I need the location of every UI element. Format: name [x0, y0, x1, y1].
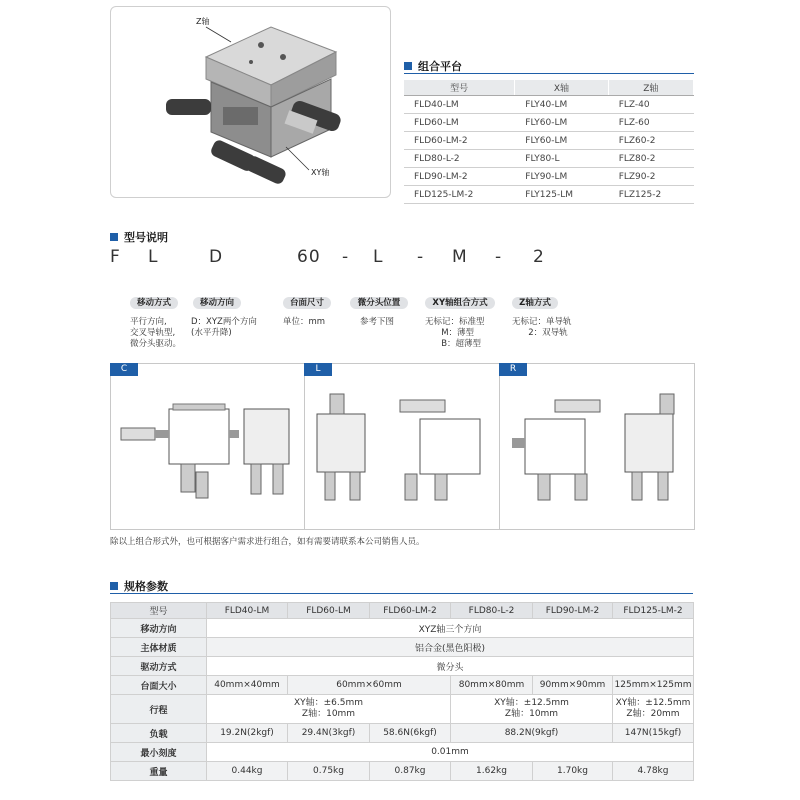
spec-header: FLD125-LM-2 [613, 603, 694, 619]
cell: FLY90-LM [515, 168, 608, 186]
spec-heading-rule [110, 593, 693, 594]
cell: FLD80-L-2 [404, 150, 515, 168]
cell: FLZ60-2 [608, 132, 693, 150]
cell: 微分头 [207, 657, 694, 676]
cell: FLZ90-2 [608, 168, 693, 186]
desc-micrometer-position: 参考下图 [360, 317, 395, 327]
tag-micrometer-position: 微分头位置 [350, 297, 408, 309]
table-row [111, 762, 694, 781]
cell: 80mm×80mm [451, 676, 533, 695]
diagram-panel-c [110, 363, 306, 530]
table-row [404, 96, 694, 114]
model-code [110, 247, 590, 269]
diagram-label-l: L [304, 363, 332, 376]
table-row [111, 743, 694, 762]
cell: 147N(15kgf) [613, 724, 694, 743]
cell: 58.6N(6kgf) [370, 724, 451, 743]
tag-z-axis-type: Z轴方式 [512, 297, 558, 309]
cell: FLD60-LM-2 [404, 132, 515, 150]
cell: 29.4N(3kgf) [288, 724, 370, 743]
spec-table [110, 602, 694, 781]
xy-axis-label: XY轴 [311, 168, 330, 177]
cell: 60mm×60mm [288, 676, 451, 695]
combo-header-z: Z轴 [608, 80, 693, 96]
diagram-c-drawing [111, 364, 305, 529]
heading-square-icon [110, 582, 118, 590]
table-row [111, 619, 694, 638]
cell: 40mm×40mm [207, 676, 288, 695]
table-row [111, 676, 694, 695]
row-label: 移动方向 [111, 619, 207, 638]
row-label: 负载 [111, 724, 207, 743]
diagram-panel-r [499, 363, 695, 530]
model-char: - [495, 247, 503, 267]
combo-heading-rule [404, 73, 694, 74]
cell: XYZ轴三个方向 [207, 619, 694, 638]
combo-header-x: X轴 [515, 80, 608, 96]
spec-header: FLD80-L-2 [451, 603, 533, 619]
spec-heading [110, 578, 168, 594]
table-row [404, 150, 694, 168]
model-char: M [452, 247, 468, 267]
model-heading [110, 229, 168, 245]
desc-move-type: 平行方向, 交叉导轨型, 微分头驱动。 [130, 317, 182, 349]
cell: 1.70kg [533, 762, 613, 781]
row-label: 最小刻度 [111, 743, 207, 762]
cell: FLY60-LM [515, 114, 608, 132]
cell: 19.2N(2kgf) [207, 724, 288, 743]
desc-z-axis-type: 无标记：单导轨 2：双导轨 [512, 317, 572, 338]
product-photo-frame [110, 6, 391, 198]
model-char: L [373, 247, 384, 267]
cell: FLY125-LM [515, 186, 608, 204]
cell: FLZ-60 [608, 114, 693, 132]
model-char: L [148, 247, 159, 267]
diagram-l-drawing [305, 364, 499, 529]
cell: 0.44kg [207, 762, 288, 781]
product-photo [111, 7, 390, 197]
table-row [111, 724, 694, 743]
model-char: 60 [297, 247, 321, 267]
spec-header: FLD60-LM-2 [370, 603, 451, 619]
combo-table [404, 80, 694, 204]
cell: 90mm×90mm [533, 676, 613, 695]
table-row [111, 638, 694, 657]
row-label: 重量 [111, 762, 207, 781]
cell: FLY60-LM [515, 132, 608, 150]
spec-header: 型号 [111, 603, 207, 619]
diagram-panel-l [304, 363, 500, 530]
z-axis-label: Z轴 [196, 17, 210, 26]
cell: FLZ80-2 [608, 150, 693, 168]
spec-header: FLD40-LM [207, 603, 288, 619]
diagram-r-drawing [500, 364, 694, 529]
row-label: 台面大小 [111, 676, 207, 695]
cell: FLD60-LM [404, 114, 515, 132]
cell: 0.01mm [207, 743, 694, 762]
table-row [404, 186, 694, 204]
cell: XY轴：±12.5mm Z轴：20mm [613, 695, 694, 724]
diagram-label-c: C [110, 363, 138, 376]
model-char: F [110, 247, 121, 267]
cell: 88.2N(9kgf) [451, 724, 613, 743]
spec-title: 规格参数 [124, 580, 168, 593]
cell: FLY80-L [515, 150, 608, 168]
tag-move-direction: 移动方向 [193, 297, 241, 309]
row-label: 行程 [111, 695, 207, 724]
model-title: 型号说明 [124, 231, 168, 244]
combo-header-model: 型号 [404, 80, 515, 96]
desc-table-size: 单位：mm [283, 317, 326, 327]
table-row [404, 168, 694, 186]
cell: FLZ125-2 [608, 186, 693, 204]
tag-xy-combination: XY轴组合方式 [425, 297, 495, 309]
model-char: - [342, 247, 350, 267]
desc-move-direction: D：XYZ两个方向 (水平升降) [191, 317, 257, 338]
cell: 0.75kg [288, 762, 370, 781]
tag-table-size: 台面尺寸 [283, 297, 331, 309]
row-label: 驱动方式 [111, 657, 207, 676]
model-char: 2 [533, 247, 545, 267]
cell: XY轴：±12.5mm Z轴：10mm [451, 695, 613, 724]
cell: FLY40-LM [515, 96, 608, 114]
desc-xy-combination: 无标记：标准型 M：薄型 B：超薄型 [425, 317, 485, 349]
table-row [111, 657, 694, 676]
tag-move-type: 移动方式 [130, 297, 178, 309]
combination-note: 除以上组合形式外，也可根据客户需求进行组合，如有需要请联系本公司销售人员。 [110, 537, 425, 547]
spec-header: FLD90-LM-2 [533, 603, 613, 619]
table-row [404, 114, 694, 132]
heading-square-icon [404, 62, 412, 70]
cell: 铝合金(黑色阳极) [207, 638, 694, 657]
model-char: D [209, 247, 224, 267]
cell: FLD90-LM-2 [404, 168, 515, 186]
cell: 125mm×125mm [613, 676, 694, 695]
cell: 4.78kg [613, 762, 694, 781]
table-row [404, 132, 694, 150]
model-char: - [417, 247, 425, 267]
combo-title: 组合平台 [418, 60, 462, 73]
spec-header: FLD60-LM [288, 603, 370, 619]
cell: FLZ-40 [608, 96, 693, 114]
cell: FLD40-LM [404, 96, 515, 114]
table-row [111, 695, 694, 724]
cell: FLD125-LM-2 [404, 186, 515, 204]
combo-heading [404, 58, 462, 74]
diagram-label-r: R [499, 363, 527, 376]
cell: 0.87kg [370, 762, 451, 781]
heading-square-icon [110, 233, 118, 241]
cell: 1.62kg [451, 762, 533, 781]
row-label: 主体材质 [111, 638, 207, 657]
cell: XY轴：±6.5mm Z轴：10mm [207, 695, 451, 724]
